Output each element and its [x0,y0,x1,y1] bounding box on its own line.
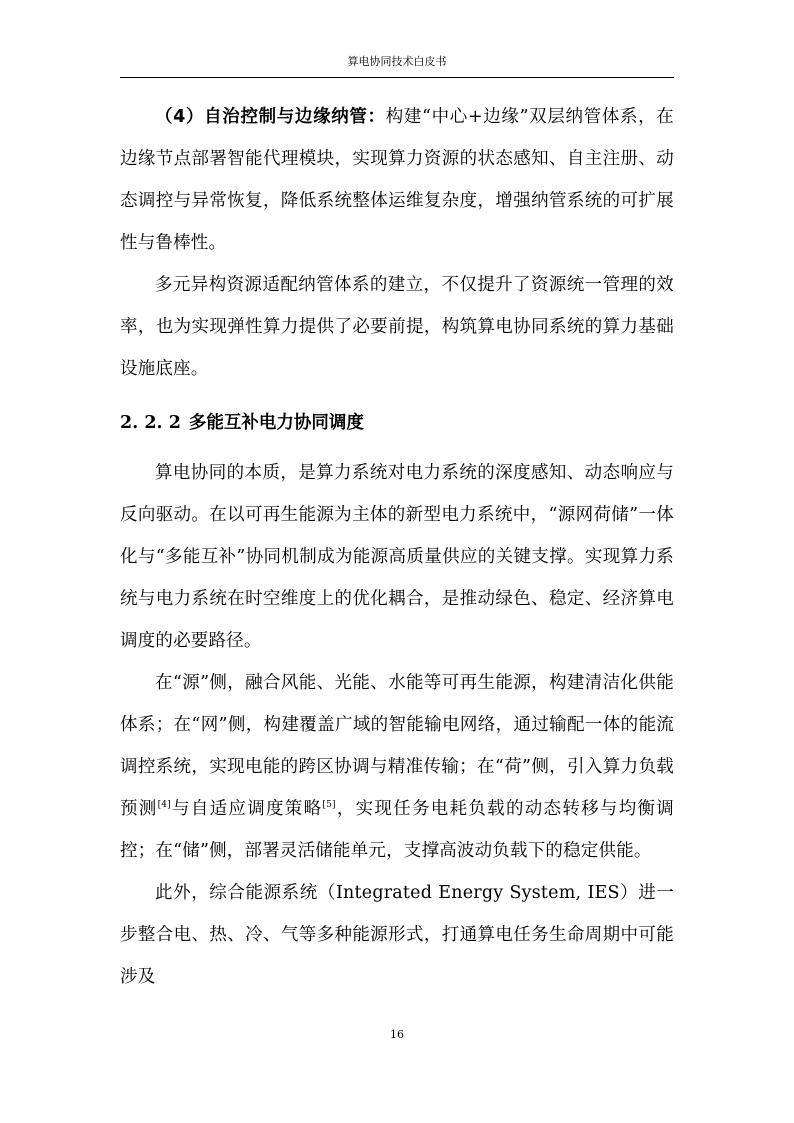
paragraph-text-part2: 与自适应调度策略 [170,799,323,819]
paragraph-autonomous-control [120,96,674,264]
section-heading [120,409,674,437]
page-body [120,96,674,998]
paragraph-label: （4）自治控制与边缘纳管： [155,107,386,127]
paragraph-source-grid-load-storage [120,662,674,872]
paragraph-text-part1: 在“源”侧，融合风能、光能、水能等可再生能源，构建清洁化供能体系；在“网”侧，构建覆盖广域的智能输电网络，通过输配一体的能流调控系统，实现电能的跨区协调与精准传输；在“荷”侧，引入算力负载预测 [120,673,674,819]
citation-ref: [5] [322,800,336,811]
paragraph-text: 构建“中心+边缘”双层纳管体系，在边缘节点部署智能代理模块，实现算力资源的状态感知、自主注册、动态调控与异常恢复，降低系统整体运维复杂度，增强纳管系统的可扩展性与鲁棒性。 [120,107,674,253]
section-title: 多能互补电力协同调度 [188,413,364,433]
paragraph-ies: 此外，综合能源系统（Integrated Energy System, IES）进一步整合电、热、冷、气等多种能源形式，打通算电任务生命周期中可能涉及 [120,883,674,987]
paragraph-text-part3: ，实现任务电耗负载的动态转移与均衡调控；在“储”侧，部署灵活储能单元，支撑高波动负载下的稳定供能。 [120,799,674,861]
header-title: 算电协同技术白皮书 [347,55,447,68]
running-header [120,55,674,78]
section-number: 2. 2. 2 [120,413,181,433]
paragraph-essence: 算电协同的本质，是算力系统对电力系统的深度感知、动态响应与反向驱动。在以可再生能源为主体的新型电力系统中，“源网荷储”一体化与“多能互补”协同机制成为能源高质量供应的关键支撑。实现算力系统与电力系统在时空维度上的优化耦合，是推动绿色、稳定、经济算电调度的必要路径。 [120,463,674,651]
page-number: 16 [390,1028,404,1041]
citation-ref: [4] [157,800,171,811]
paragraph-summary: 多元异构资源适配纳管体系的建立，不仅提升了资源统一管理的效率，也为实现弹性算力提供了必要前提，构筑算电协同系统的算力基础设施底座。 [120,275,674,379]
